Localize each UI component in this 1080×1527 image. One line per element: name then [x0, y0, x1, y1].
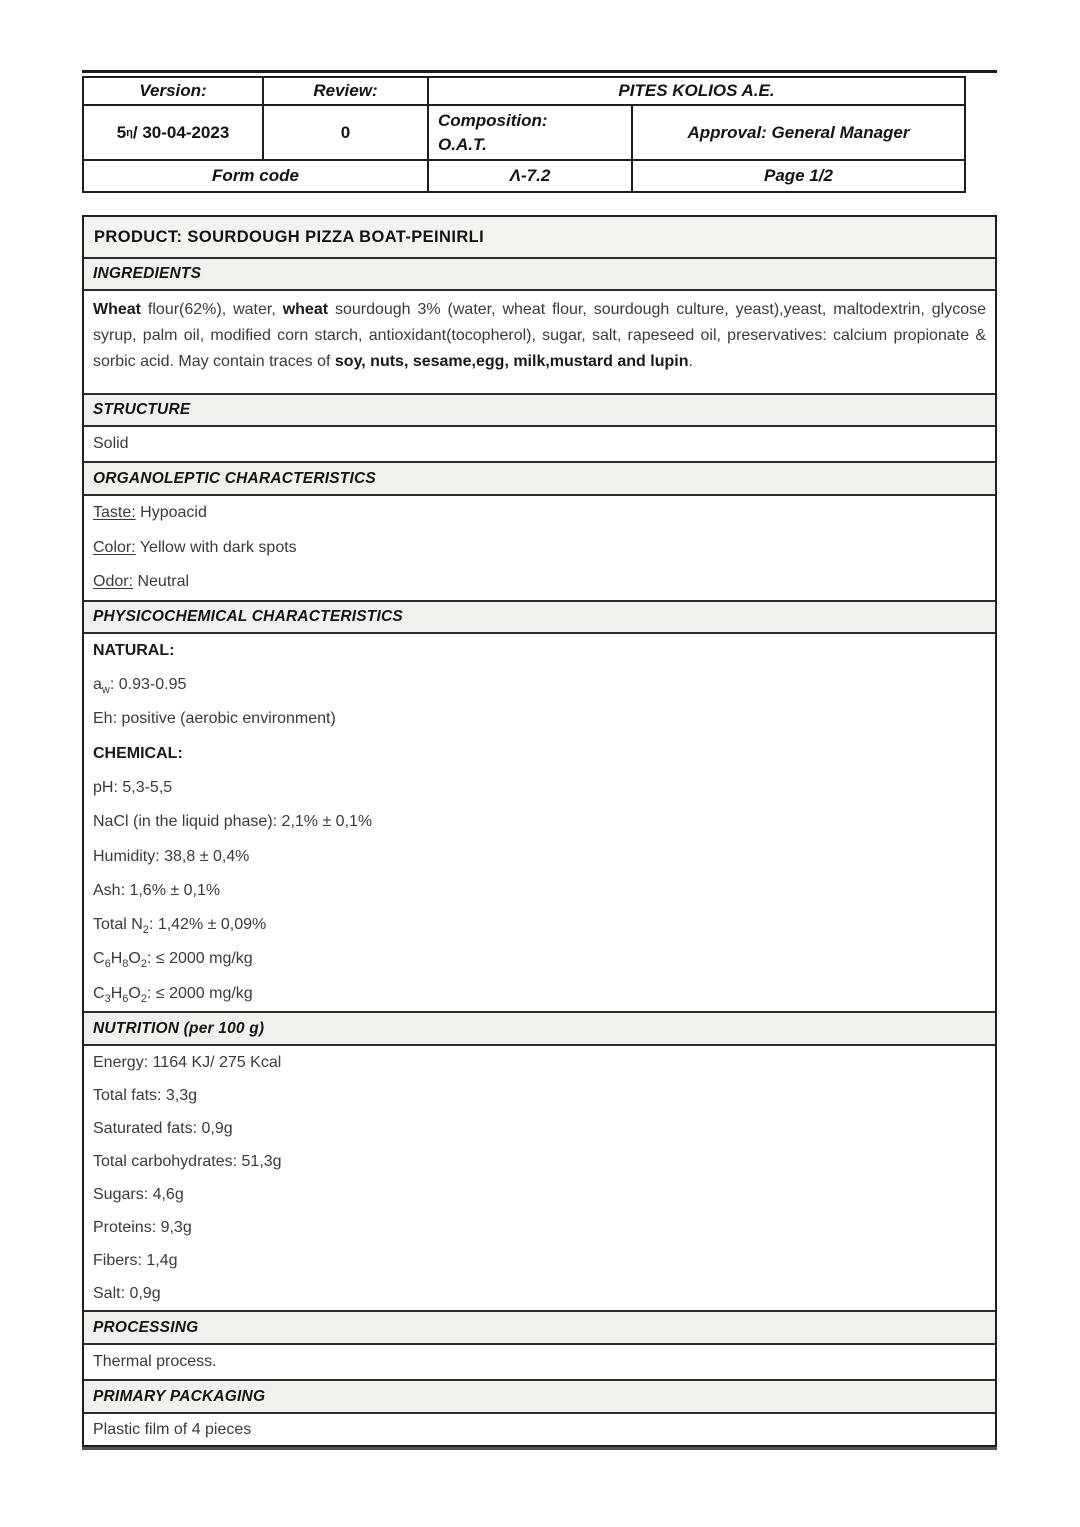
review-label: Review: [264, 78, 429, 106]
version-label: Version: [84, 78, 264, 106]
approval-cell: Approval: General Manager [633, 106, 964, 161]
composition-label: Composition: [438, 111, 548, 130]
document-header-table [82, 76, 966, 193]
section-header-ingredients: INGREDIENTS [84, 259, 995, 291]
organoleptic-values: Taste: Hypoacid Color: Yellow with dark spots Odor: Neutral [84, 496, 995, 602]
section-header-nutrition: NUTRITION (per 100 g) [84, 1013, 995, 1046]
section-header-primary-packaging: PRIMARY PACKAGING [84, 1381, 995, 1414]
nutrition-values: Energy: 1164 KJ/ 275 Kcal Total fats: 3,3g Saturated fats: 0,9g Total carbohydrates: 51,3g Sugars: 4,6g Proteins: 9,3g Fibers: 1,4g Salt: 0,9g [84, 1046, 995, 1312]
packaging-value: Plastic film of 4 pieces [93, 1420, 252, 1438]
composition-value: O.A.T. [438, 135, 487, 154]
product-spec-table [82, 215, 997, 1447]
composition-cell [429, 106, 633, 161]
section-header-structure: STRUCTURE [84, 395, 995, 427]
company-name: PITES KOLIOS A.E. [429, 78, 964, 106]
section-header-processing: PROCESSING [84, 1312, 995, 1345]
page-number: Page 1/2 [764, 166, 833, 185]
review-value: 0 [264, 106, 429, 161]
processing-value: Thermal process. [84, 1345, 995, 1381]
version-value: 5 η / 30-04-2023 [84, 106, 264, 161]
structure-value: Solid [84, 427, 995, 463]
section-header-organoleptic: ORGANOLEPTIC CHARACTERISTICS [84, 463, 995, 496]
section-header-physicochemical: PHYSICOCHEMICAL CHARACTERISTICS [84, 602, 995, 634]
bottom-rule [82, 1447, 997, 1450]
form-code-value: Λ-7.2 [429, 161, 633, 191]
form-code-label: Form code [84, 161, 429, 191]
top-rule [82, 70, 997, 73]
product-title: PRODUCT: SOURDOUGH PIZZA BOAT-PEINIRLI [84, 217, 995, 259]
ingredients-text: Wheat flour(62%), water, wheat sourdough 3% (water, wheat flour, sourdough culture, yeast),yeast, maltodextrin, glycose syrup, palm oil, modified corn starch, antioxidant(tocopherol), sugar, salt, rapeseed oil, preservatives: calcium propionate & sorbic acid. May contain traces of soy, nuts, sesame,egg, milk,mustard and lupin. [84, 291, 995, 395]
physicochemical-values: NATURAL: $a_w$: 0.93-0.95 Eh: positive (aerobic environment) CHEMICAL: pH: 5,3-5,5 NaCl (in the liquid phase): 2,1% ± 0,1% Humidity: 38,8 ± 0,4% Ash: 1,6% ± 0,1% Total $N_2$: 1,42% ± 0,09% $C_6H_8O_2$: ≤ 2000 mg/kg $C_3H_6O_2$: ≤ 2000 mg/kg [84, 634, 995, 1013]
